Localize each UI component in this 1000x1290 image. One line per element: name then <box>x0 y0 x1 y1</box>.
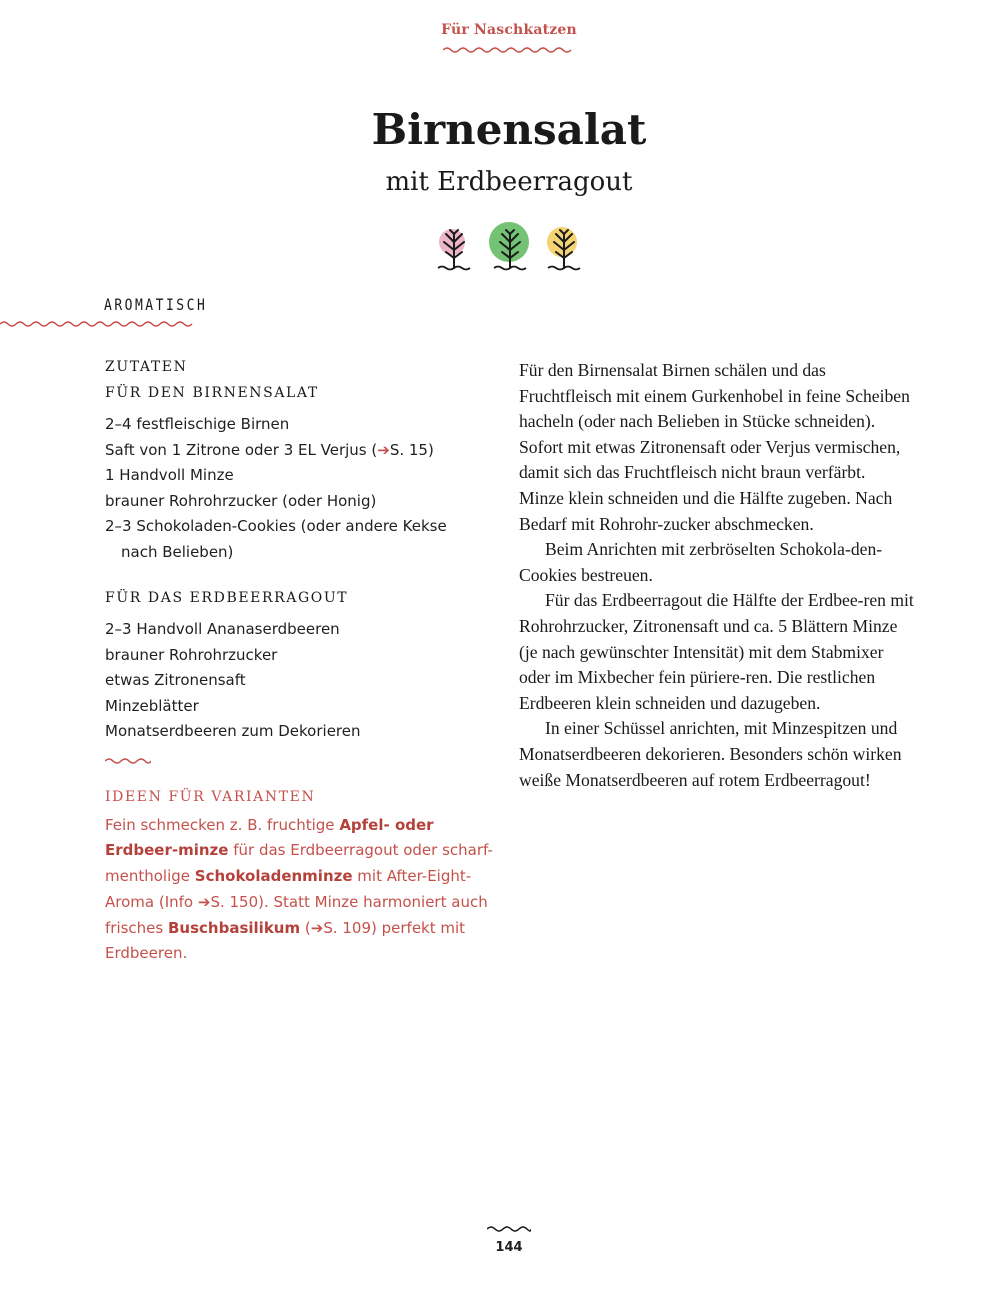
list-item: etwas Zitronensaft <box>105 671 246 689</box>
wave-divider-footer <box>487 1225 531 1233</box>
list-item: 1 Handvoll Minze <box>105 466 234 484</box>
page-reference: S. 109 <box>323 918 372 937</box>
variants-highlight: Apfel- oder Erdbeer-minze <box>105 815 434 860</box>
list-item: Minzeblätter <box>105 696 199 715</box>
method-paragraph: Für den Birnensalat Birnen schälen und das Fruchtfleisch mit einem Gurkenhobel in feine Scheiben hacheln (oder nach Belieben in Stücke schneiden). Sofort mit etwas Zitronensaft oder Verjus vermischen, damit sich das Fruchtfleisch nicht braun verfärbt. Minze klein schneiden und die Hälfte zugeben. Nach Bedarf mit Rohrohr-zucker abschmecken. <box>519 360 910 534</box>
season-icons <box>432 220 592 280</box>
section-kicker: Für Naschkatzen <box>441 22 577 38</box>
page-reference: S. 150 <box>210 892 259 911</box>
method-paragraph: In einer Schüssel anrichten, mit Minzespitzen und Monatserdbeeren dekorieren. Besonders schön wirken weiße Monatserdbeeren auf rotem Erdbeerragout! <box>519 718 902 790</box>
flavor-tag: AROMATISCH <box>104 296 208 315</box>
method-paragraph: Für das Erdbeerragout die Hälfte der Erdbee-ren mit Rohrohrzucker, Zitronensaft und ca. 5 Blättern Minze (je nach gewünschter Intensität) mit dem Stabmixer oder im Mixbecher fein püriere-ren. Die restlichen Erdbeeren klein schneiden und dazugeben. <box>519 590 914 713</box>
variants-text-part: Fein schmecken z. B. fruchtige <box>105 815 340 834</box>
ingredients-heading: ZUTATEN <box>105 359 188 375</box>
ingredient-group-title: FÜR DEN BIRNENSALAT <box>105 385 319 401</box>
wave-divider-top <box>443 46 573 54</box>
variants-text-part: ) perfekt mit Erdbeeren. <box>105 918 466 963</box>
variants-text <box>105 813 505 968</box>
method-paragraph: Beim Anrichten mit zerbröselten Schokola-den-Cookies bestreuen. <box>519 539 883 585</box>
list-item: nach Belieben) <box>121 542 234 561</box>
ingredient-list <box>105 412 505 565</box>
list-item: Monatserdbeeren zum Dekorieren <box>105 722 361 740</box>
variants-text-part: ). Statt Minze harmoniert auch frisches <box>105 892 488 937</box>
tree-green-icon <box>489 222 529 270</box>
list-item: 2–4 festfleischige Birnen <box>105 415 290 433</box>
list-item: brauner Rohrohrzucker (oder Honig) <box>105 491 377 510</box>
ingredient-list <box>105 617 505 745</box>
page-number: 144 <box>495 1240 523 1255</box>
list-item: 2–3 Handvoll Ananaserdbeeren <box>105 620 340 638</box>
variants-title: IDEEN FÜR VARIANTEN <box>105 788 316 805</box>
ingredients-column <box>105 354 505 967</box>
variants-text-part: für das Erdbeerragout oder scharf-mentholige <box>105 841 493 886</box>
arrow-right-icon: ➔ <box>310 918 324 937</box>
wave-divider-flavor <box>0 320 196 328</box>
page-reference: S. 15 <box>389 440 428 459</box>
list-item: 2–3 Schokoladen-Cookies (oder andere Kekse <box>105 517 447 535</box>
recipe-title: Birnensalat <box>371 105 647 154</box>
variants-text-part: ( <box>300 918 311 937</box>
list-item: Saft von 1 Zitrone oder 3 EL Verjus (➔S. 15) <box>105 440 434 459</box>
ingredient-group-title: FÜR DAS ERDBEERRAGOUT <box>105 590 349 606</box>
tree-yellow-icon <box>547 227 580 270</box>
method-text <box>519 358 914 793</box>
arrow-right-icon: ➔ <box>197 892 211 911</box>
variants-highlight: Schokoladenminze <box>194 867 353 886</box>
wave-divider-small <box>105 757 151 765</box>
tree-pink-icon <box>438 229 470 270</box>
variants-highlight: Buschbasilikum <box>168 918 301 937</box>
ingredient-text: Saft von 1 Zitrone oder 3 EL Verjus ( <box>105 440 378 459</box>
list-item: brauner Rohrohrzucker <box>105 645 278 664</box>
arrow-right-icon: ➔ <box>377 440 390 459</box>
recipe-subtitle: mit Erdbeerragout <box>385 167 633 197</box>
variants-text-part: mit After-Eight-Aroma (Info <box>105 867 472 911</box>
